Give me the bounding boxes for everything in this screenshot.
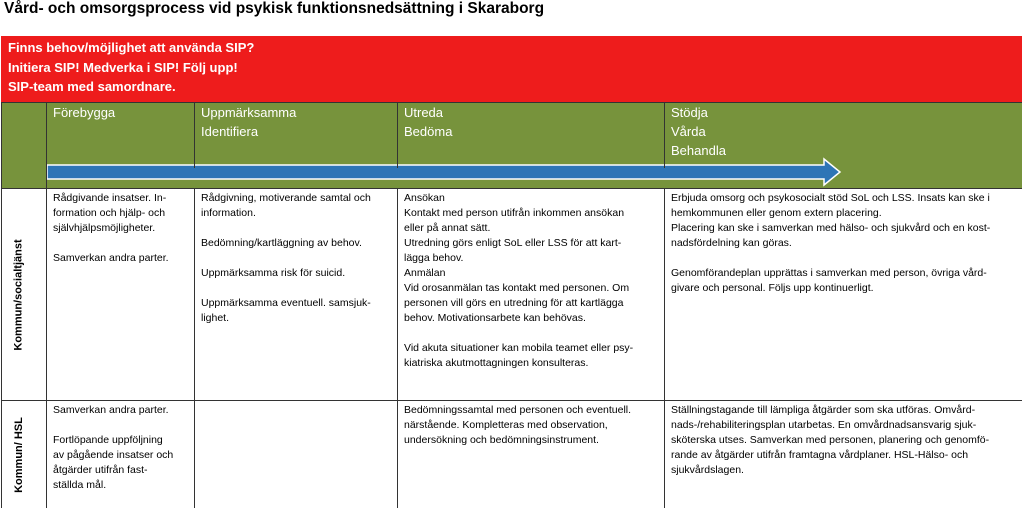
cell-text: Uppmärksamma eventuell. samsjuk- [201,297,371,309]
cell-text: Rådgivande insatser. In- [53,192,167,204]
cell-text: Samverkan andra parter. [53,252,169,264]
cell-text: Anmälan [404,267,446,279]
cell-text: Ansökan [404,192,445,204]
cell-hsl-forebygga [47,401,194,508]
phase-label: Vårda [671,124,706,139]
row-label-hsl [12,401,26,508]
grid-line [1,102,2,508]
cell-text: självhjälpsmöjligheter. [53,222,156,234]
phase-label: Uppmärksamma [201,105,297,120]
cell-text: Utredning görs enligt SoL eller LSS för att kart- [404,237,622,249]
sip-line: Finns behov/möjlighet att använda SIP? [8,40,255,55]
cell-text: undersökning och bedömningsinstrument. [404,434,599,446]
cell-text: åtgärder utifrån fast- [53,464,148,476]
cell-text: lighet. [201,312,230,324]
sip-line: Initiera SIP! Medverka i SIP! Följ upp! [8,59,238,75]
cell-text: sköterska utses. Samverkan med personen, planering och genomfö- [671,434,990,446]
cell-text: Erbjuda omsorg och psykosocialt stöd SoL och LSS. Insats kan ske i [671,192,990,204]
cell-text: sjukvårdslagen. [671,464,744,476]
cell-text: nads-/rehabiliteringsplan utarbetas. En omvårdnadsansvarig sjuk- [671,419,977,431]
row-label-text: Kommun/socialtjänst [13,238,25,351]
cell-text: formation och hjälp- och [53,207,166,219]
cell-hsl-uppmarksamma [195,401,397,508]
grid-line [397,102,398,168]
cell-text: rande av åtgärder utifrån framtagna vårdplaner. HSL-Hälso- och [671,449,969,461]
cell-text: behov. Motivationsarbete kan behövas. [404,312,586,324]
cell-text: Bedömningssamtal med personen och eventuell. [404,404,632,416]
phase-label: Utreda [404,105,444,120]
cell-text: ställda mål. [53,479,107,491]
cell-kommun-uppmarksamma [195,189,397,400]
page-title: Vård- och omsorgsprocess vid psykisk funktionsnedsättning i Skaraborg [4,0,545,17]
cell-kommun-forebygga [47,189,194,400]
cell-hsl-utreda [398,401,664,508]
cell-text: Placering kan ske i samverkan med hälso- och sjukvård och en kost- [671,222,991,234]
right-arrow-icon [46,157,842,187]
phase-label: Identifiera [201,124,259,139]
phase-label: Bedöma [404,124,453,139]
cell-kommun-utreda [398,189,664,400]
row-label-kommun [12,189,26,400]
cell-text: givare och personal. Följs upp kontinuerligt. [671,282,874,294]
cell-text: eller på annat sätt. [404,222,491,234]
sip-line: SIP-team med samordnare. [8,79,176,94]
cell-text: Vid orosanmälan tas kontakt med personen. Om [404,282,630,294]
phase-label: Behandla [671,143,726,158]
cell-text: hemkommunen eller genom extern placering. [671,207,882,219]
cell-text: Uppmärksamma risk för suicid. [201,267,346,279]
cell-text: lägga behov. [404,252,464,264]
grid-line [664,102,665,168]
cell-text: Kontakt med person utifrån inkommen ansökan [404,207,625,219]
grid-line [194,102,195,168]
cell-text: information. [201,207,256,219]
cell-text: Bedömning/kartläggning av behov. [201,237,362,249]
row-label-text: Kommun/ HSL [13,416,25,493]
cell-text: kiatriska akutmottagningen konsulteras. [404,357,589,369]
cell-kommun-stodja [665,189,1022,400]
phase-label: Förebygga [53,105,116,120]
cell-hsl-stodja [665,401,1022,508]
cell-text: av pågående insatser och [53,449,174,461]
sip-banner [1,36,1022,102]
phase-label: Stödja [671,105,708,120]
cell-text: Ställningstagande till lämpliga åtgärder som ska utföras. Omvård- [671,404,976,416]
cell-text: nadsfördelning kan göras. [671,237,792,249]
cell-text: närstående. Kompletteras med observation, [404,419,608,431]
cell-text: Rådgivning, motiverande samtal och [201,192,371,204]
cell-text: Fortlöpande uppföljning [53,434,163,446]
cell-text: Samverkan andra parter. [53,404,169,416]
cell-text: Vid akuta situationer kan mobila teamet eller psy- [404,342,634,354]
cell-text: personen vill görs en utredning för att kartlägga [404,297,624,309]
cell-text: Genomförandeplan upprättas i samverkan med person, övriga vård- [671,267,987,279]
